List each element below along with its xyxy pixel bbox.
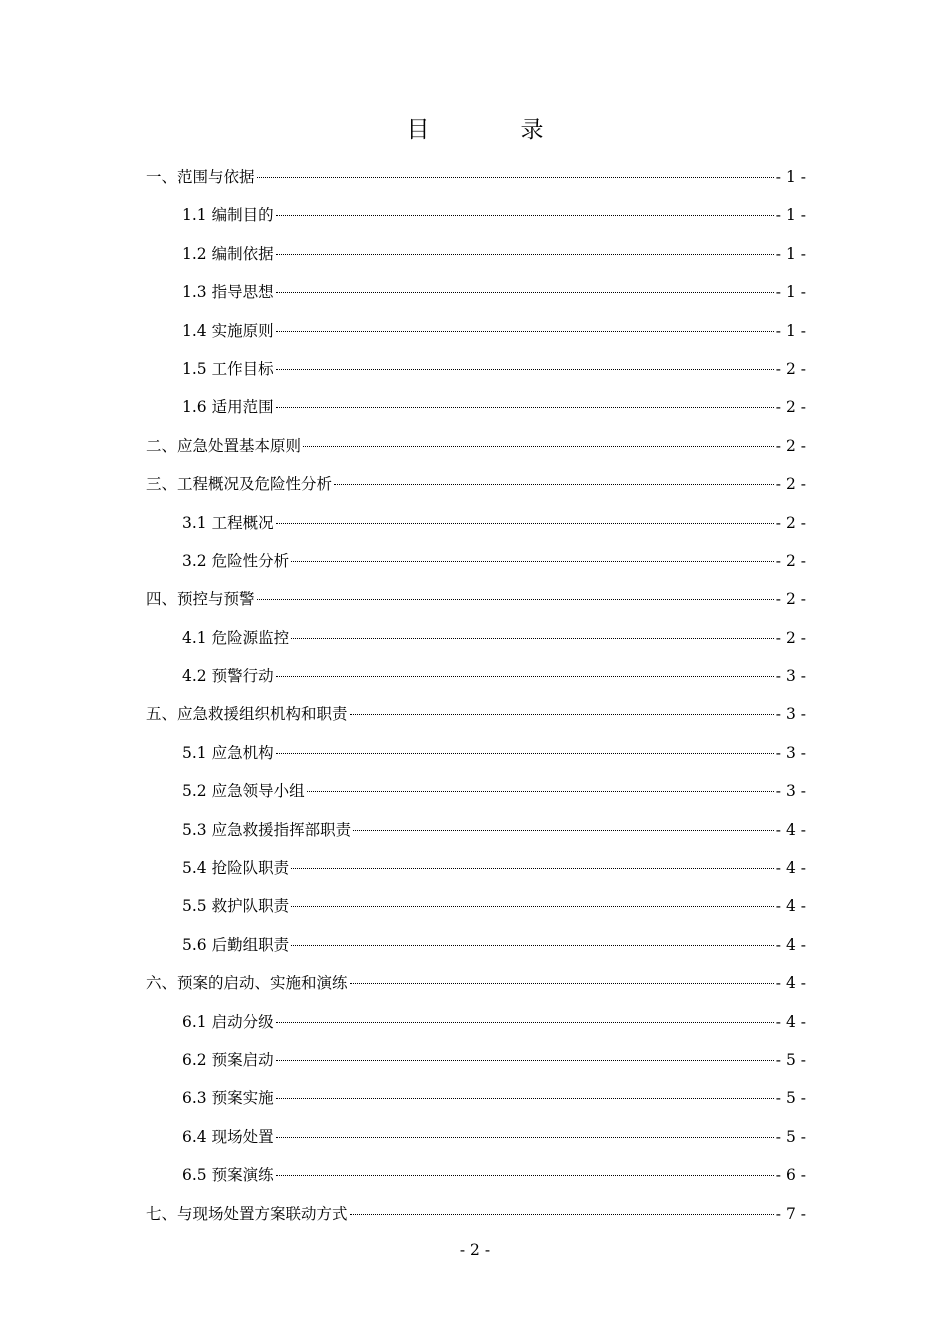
toc-entry-page: - 3 - (775, 667, 806, 686)
toc-dot-leader (276, 676, 774, 677)
toc-entry-page: - 4 - (775, 935, 806, 954)
toc-subentry[interactable] (146, 657, 806, 695)
toc-entry-page: - 1 - (775, 168, 806, 186)
toc-entry-label: 1.3 指导思想 (182, 283, 274, 302)
toc-entry-page: - 4 - (775, 859, 806, 878)
toc-subentry[interactable] (146, 1079, 806, 1117)
toc-subentry[interactable] (146, 312, 806, 350)
toc-dot-leader (334, 484, 774, 485)
toc-entry-page: - 1 - (775, 321, 806, 340)
toc-dot-leader (291, 638, 774, 639)
toc-subentry[interactable] (146, 504, 806, 542)
toc-entry-label: 四、预控与预警 (146, 590, 255, 609)
toc-dot-leader (276, 215, 774, 216)
toc-dot-leader (276, 523, 774, 524)
toc-entry-label: 5.4 抢险队职责 (182, 859, 290, 878)
toc-dot-leader (350, 983, 774, 984)
toc-entry[interactable] (146, 1195, 806, 1233)
toc-entry-page: - 2 - (775, 590, 806, 609)
toc-subentry[interactable] (146, 811, 806, 849)
toc-dot-leader (276, 1137, 774, 1138)
toc-dot-leader (291, 906, 774, 907)
toc-dot-leader (291, 945, 774, 946)
toc-dot-leader (276, 292, 774, 293)
toc-subentry[interactable] (146, 196, 806, 234)
toc-dot-leader (257, 599, 774, 600)
toc-entry-label: 6.5 预案演练 (182, 1166, 274, 1185)
toc-dot-leader (276, 407, 774, 408)
toc-entry-label: 1.2 编制依据 (182, 244, 274, 263)
toc-entry-page: - 4 - (775, 897, 806, 916)
toc-entry-page: - 2 - (775, 513, 806, 532)
toc-entry[interactable] (146, 964, 806, 1002)
toc-subentry[interactable] (146, 1041, 806, 1079)
toc-entry-page: - 2 - (775, 398, 806, 417)
toc-dot-leader (291, 868, 774, 869)
toc-entry-label: 3.2 危险性分析 (182, 551, 290, 570)
toc-entry-label: 6.4 现场处置 (182, 1127, 274, 1146)
toc-dot-leader (303, 446, 774, 447)
toc-dot-leader (350, 714, 774, 715)
toc-entry-page: - 2 - (775, 436, 806, 455)
toc-entry-page: - 4 - (775, 974, 806, 993)
toc-subentry[interactable] (146, 235, 806, 273)
toc-dot-leader (291, 561, 774, 562)
toc-subentry[interactable] (146, 1156, 806, 1194)
toc-entry[interactable] (146, 427, 806, 465)
toc-subentry[interactable] (146, 619, 806, 657)
toc-entry-page: - 5 - (775, 1127, 806, 1146)
toc-subentry[interactable] (146, 926, 806, 964)
toc-entry[interactable] (146, 580, 806, 618)
toc-entry[interactable] (146, 158, 806, 196)
toc-entry[interactable] (146, 465, 806, 503)
toc-entry[interactable] (146, 695, 806, 733)
toc-dot-leader (257, 177, 774, 178)
toc-entry-label: 6.2 预案启动 (182, 1050, 274, 1069)
toc-entry-label: 一、范围与依据 (146, 168, 255, 186)
toc-entry-label: 5.2 应急领导小组 (182, 782, 305, 801)
toc-dot-leader (350, 1214, 774, 1215)
toc-entry-page: - 4 - (775, 820, 806, 839)
toc-subentry[interactable] (146, 734, 806, 772)
toc-entry-label: 5.6 后勤组职责 (182, 935, 290, 954)
toc-dot-leader (276, 369, 774, 370)
toc-subentry[interactable] (146, 350, 806, 388)
toc-subentry[interactable] (146, 849, 806, 887)
toc-entry-label: 4.1 危险源监控 (182, 628, 290, 647)
toc-dot-leader (276, 753, 774, 754)
toc-entry-page: - 2 - (775, 628, 806, 647)
toc-dot-leader (276, 331, 774, 332)
toc-dot-leader (353, 830, 774, 831)
toc-entry-label: 3.1 工程概况 (182, 513, 274, 532)
table-of-contents (146, 158, 806, 1233)
toc-subentry[interactable] (146, 542, 806, 580)
toc-subentry[interactable] (146, 1003, 806, 1041)
toc-entry-page: - 6 - (775, 1166, 806, 1185)
toc-entry-page: - 2 - (775, 551, 806, 570)
toc-entry-page: - 3 - (775, 705, 806, 724)
toc-subentry[interactable] (146, 388, 806, 426)
toc-entry-page: - 1 - (775, 283, 806, 302)
toc-entry-label: 三、工程概况及危险性分析 (146, 475, 333, 494)
toc-subentry[interactable] (146, 772, 806, 810)
toc-entry-page: - 7 - (775, 1204, 806, 1223)
toc-entry-label: 1.4 实施原则 (182, 321, 274, 340)
toc-entry-label: 1.5 工作目标 (182, 359, 274, 378)
toc-dot-leader (307, 791, 774, 792)
toc-entry-page: - 1 - (775, 206, 806, 225)
toc-entry-label: 二、应急处置基本原则 (146, 436, 302, 455)
toc-entry-label: 五、应急救援组织机构和职责 (146, 705, 348, 724)
toc-entry-page: - 2 - (775, 359, 806, 378)
toc-entry-label: 4.2 预警行动 (182, 667, 274, 686)
toc-entry-label: 6.1 启动分级 (182, 1012, 274, 1031)
toc-dot-leader (276, 254, 774, 255)
toc-entry-page: - 2 - (775, 475, 806, 494)
toc-entry-label: 1.1 编制目的 (182, 206, 274, 225)
toc-entry-page: - 1 - (775, 244, 806, 263)
toc-entry-label: 1.6 适用范围 (182, 398, 274, 417)
toc-entry-label: 六、预案的启动、实施和演练 (146, 974, 348, 993)
toc-entry-page: - 5 - (775, 1050, 806, 1069)
page-number: - 2 - (459, 1241, 491, 1259)
toc-entry-page: - 3 - (775, 743, 806, 762)
toc-dot-leader (276, 1098, 774, 1099)
page-title: 目 录 (406, 117, 578, 143)
toc-subentry[interactable] (146, 273, 806, 311)
toc-subentry[interactable] (146, 887, 806, 925)
toc-entry-label: 5.5 救护队职责 (182, 897, 290, 916)
toc-entry-label: 七、与现场处置方案联动方式 (146, 1204, 348, 1223)
toc-dot-leader (276, 1175, 774, 1176)
toc-entry-page: - 4 - (775, 1012, 806, 1031)
toc-subentry[interactable] (146, 1118, 806, 1156)
toc-entry-label: 5.3 应急救援指挥部职责 (182, 820, 352, 839)
toc-entry-page: - 5 - (775, 1089, 806, 1108)
toc-entry-page: - 3 - (775, 782, 806, 801)
toc-entry-label: 5.1 应急机构 (182, 743, 274, 762)
toc-entry-label: 6.3 预案实施 (182, 1089, 274, 1108)
toc-dot-leader (276, 1022, 774, 1023)
toc-dot-leader (276, 1060, 774, 1061)
